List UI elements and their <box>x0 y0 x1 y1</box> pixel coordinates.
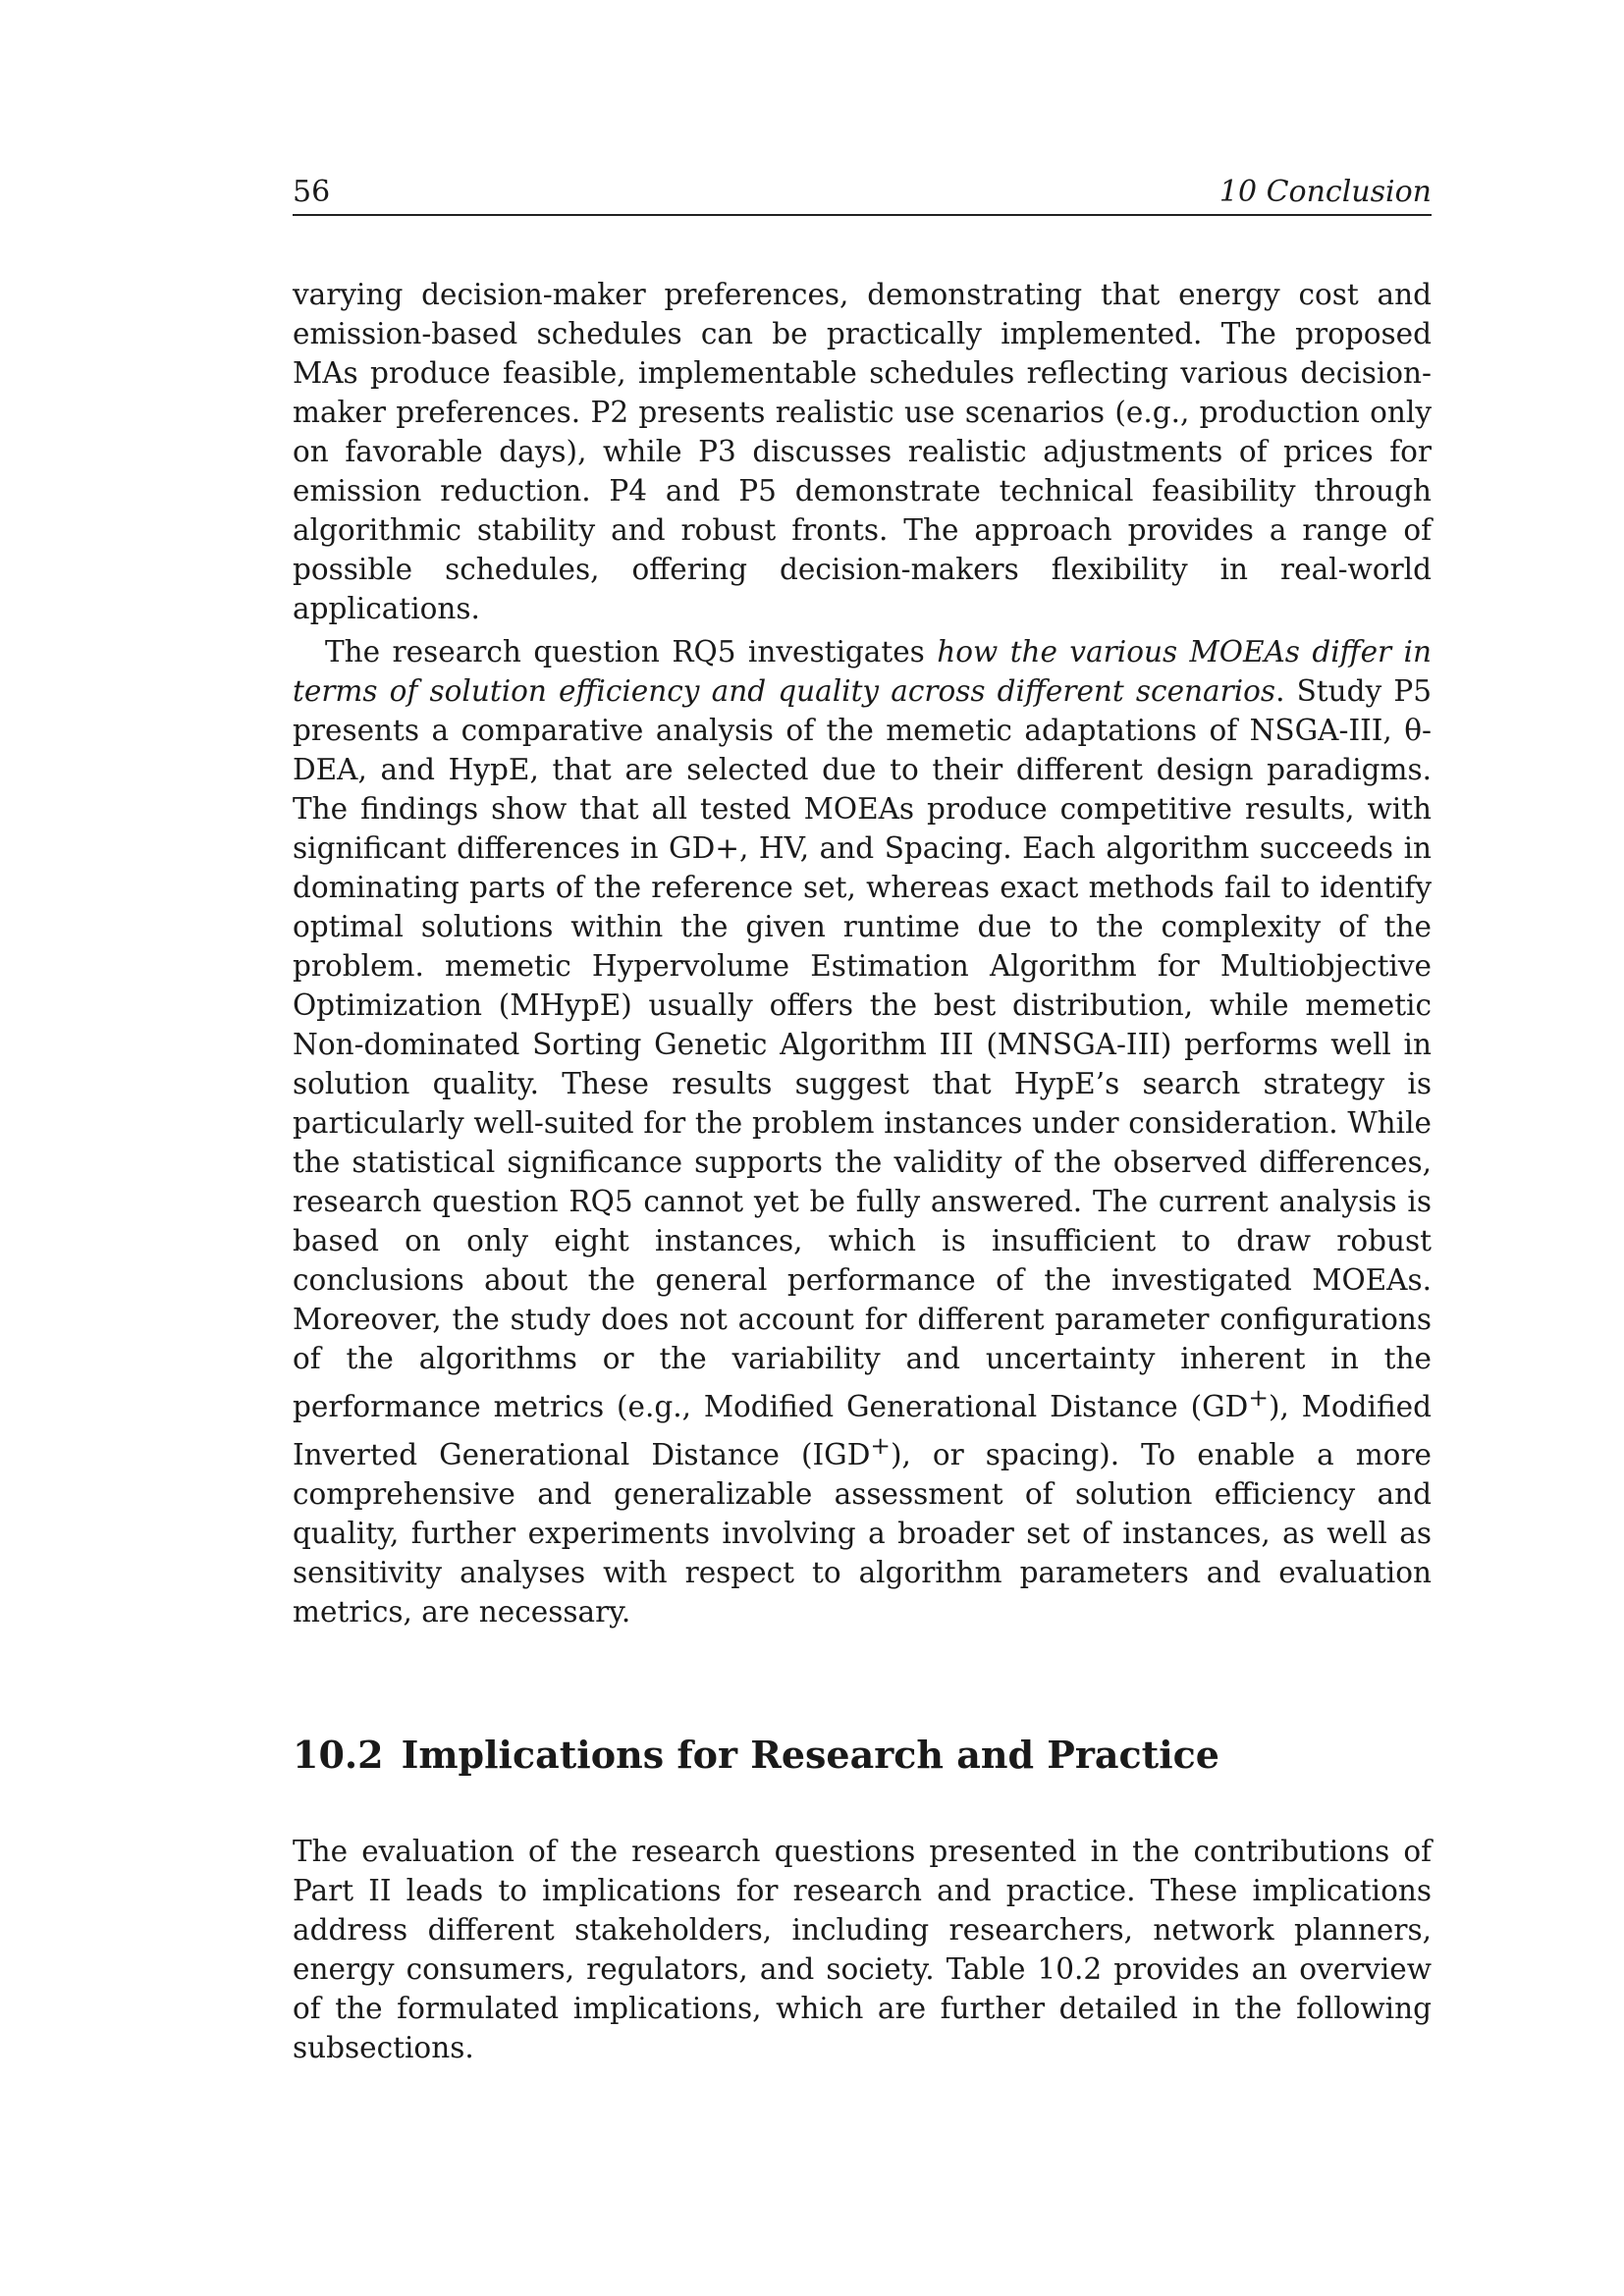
section-heading <box>293 1732 1432 1779</box>
rq5-body-text: . Study P5 presents a comparative analysis of the memetic adaptations of NSGA-III, θ-DEA, and HypE, that are selected due to their different design paradigms. The findings show that all tested MOEAs produce competitive results, with significant differences in GD+, HV, and Spacing. Each algorithm succeeds in dominating parts of the reference set, whereas exact methods fail to identify optimal solutions within the given runtime due to the complexity of the problem. memetic Hypervolume Estimation Algorithm for Multiobjective Optimization (MHypE) usually offers the best distribution, while memetic Non-dominated Sorting Genetic Algorithm III (MNSGA-III) performs well in solution quality. These results suggest that HypE’s search strategy is particularly well-suited for the problem instances under consideration. While the statistical significance supports the validity of the observed differences, research question RQ5 cannot yet be fully answered. The current analysis is based on only eight instances, which is insufficient to draw robust conclusions about the general performance of the investigated MOEAs. Moreover, the study does not account for different parameter configurations of the algorithms or the variability and uncertainty inherent in the performance metrics (e.g., Modified Generational Distance (GD <box>293 674 1432 1423</box>
igd-plus-superscript: + <box>870 1430 891 1460</box>
rq5-question-italic: how the various MOEAs differ in terms of solution efficiency and quality across different scenarios <box>293 635 1432 708</box>
section-number: 10.2 <box>293 1732 384 1777</box>
paragraph-rq5 <box>293 632 1432 1631</box>
page-number: 56 <box>293 175 331 209</box>
rq5-body-text-3: ), or spacing). To enable a more comprehensive and generalizable assessment of solution efficiency and quality, further experiments involving a broader set of instances, as well as sensitivity analyses with respect to algorithm parameters and evaluation metrics, are necessary. <box>293 1437 1432 1629</box>
page-header <box>293 175 1432 216</box>
rq5-intro-text: The research question RQ5 investigates <box>325 635 938 668</box>
page-content <box>293 275 1432 2067</box>
running-title: 10 Conclusion <box>1218 175 1432 209</box>
paragraph-feasibility: varying decision-maker preferences, demonstrating that energy cost and emission-based schedules can be practically implemented. The proposed MAs produce feasible, implementable schedules reflecting various decision-maker preferences. P2 presents realistic use scenarios (e.g., production only on favorable days), while P3 discusses realistic adjustments of prices for emission reduction. P4 and P5 demonstrate technical feasibility through algorithmic stability and robust fronts. The approach provides a range of possible schedules, offering decision-makers flexibility in real-world applications. <box>293 278 1432 625</box>
section-title: Implications for Research and Practice <box>401 1732 1219 1777</box>
paragraph-implications: The evaluation of the research questions presented in the contributions of Part II leads to implications for research and practice. These implications address different stakeholders, including researchers, network planners, energy consumers, regulators, and society. Table 10.2 provides an overview of the formulated implications, which are further detailed in the following subsections. <box>293 1834 1432 2064</box>
gd-plus-superscript: + <box>1248 1383 1269 1412</box>
rq5-body-text-2: ), Modified Inverted Generational Distance (IGD <box>293 1389 1432 1471</box>
